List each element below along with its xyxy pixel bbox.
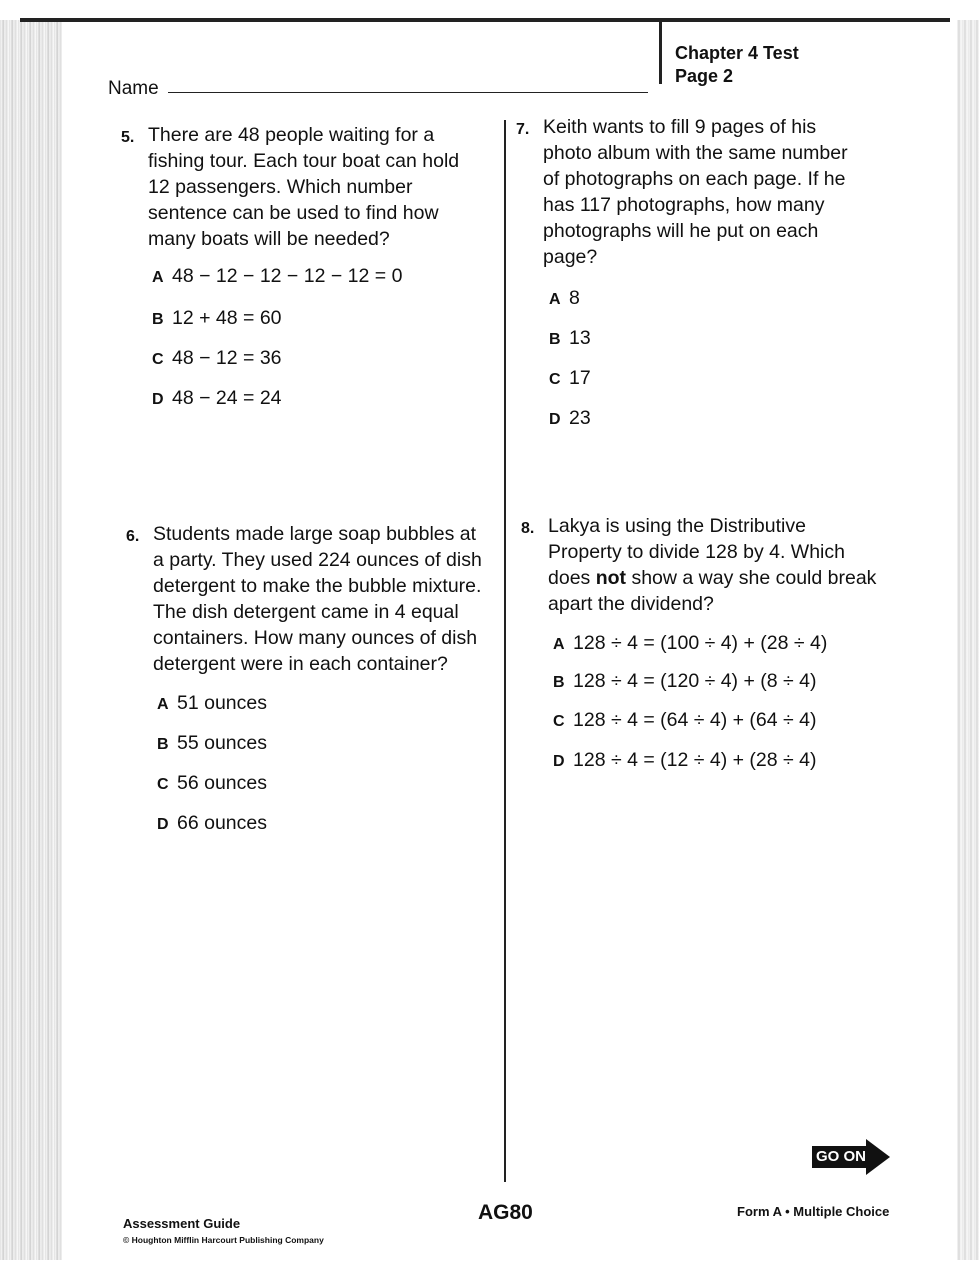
question-number: 7. (516, 121, 530, 138)
question-text: Students made large soap bubbles at a party. They used 224 ounces of dish detergent to make the bubble mixture. The dish detergent came in 4 equal containers. How many ounces of dish detergent were in each container? (153, 523, 482, 675)
choice-letter: B (157, 736, 169, 753)
answer-choice-6a[interactable] (157, 692, 267, 715)
choice-text: 48 − 12 − 12 − 12 − 12 = 0 (172, 265, 403, 287)
choice-letter: A (157, 696, 169, 713)
choice-letter: A (553, 636, 565, 653)
answer-choice-8d[interactable] (553, 749, 816, 772)
name-label: Name (108, 78, 159, 99)
answer-choice-5a[interactable] (152, 265, 402, 288)
choice-letter: C (553, 713, 565, 730)
choice-text: 48 − 24 = 24 (172, 387, 282, 409)
question-5 (121, 122, 478, 252)
answer-choice-8c[interactable] (553, 709, 816, 732)
footer-publication-title: Assessment Guide (123, 1216, 241, 1231)
choice-letter: C (152, 351, 164, 368)
chapter-title (675, 42, 799, 88)
choice-letter: B (152, 311, 164, 328)
choice-text: 128 ÷ 4 = (12 ÷ 4) + (28 ÷ 4) (573, 749, 817, 771)
question-emphasis: not (595, 567, 627, 589)
page-label: Page 2 (675, 66, 734, 86)
choice-text: 51 ounces (177, 692, 267, 714)
question-text (548, 513, 883, 617)
question-text-end: show a way she could break apart the dividend? (548, 567, 877, 615)
choice-letter: D (549, 411, 561, 428)
scan-edge-left (0, 20, 62, 1260)
answer-choice-8a[interactable] (553, 632, 827, 655)
choice-letter: C (549, 371, 561, 388)
choice-text: 128 ÷ 4 = (100 ÷ 4) + (28 ÷ 4) (573, 632, 828, 654)
choice-text: 128 ÷ 4 = (120 ÷ 4) + (8 ÷ 4) (573, 670, 817, 692)
question-text-start: Lakya is using the Distributive Property to divide 128 by 4. Which does (548, 515, 845, 589)
page-number: AG80 (478, 1201, 533, 1224)
chapter-title-line: Chapter 4 Test (675, 43, 799, 63)
choice-text: 55 ounces (177, 732, 267, 754)
answer-choice-6b[interactable] (157, 732, 267, 755)
answer-choice-7a[interactable] (549, 287, 580, 310)
choice-letter: D (553, 753, 565, 770)
choice-letter: B (549, 331, 561, 348)
answer-choice-5c[interactable] (152, 347, 282, 370)
question-number: 8. (521, 520, 535, 537)
answer-choice-5d[interactable] (152, 387, 282, 410)
answer-choice-7b[interactable] (549, 327, 591, 350)
top-rule (20, 18, 950, 22)
question-7 (516, 114, 863, 270)
choice-text: 23 (569, 407, 591, 429)
choice-text: 56 ounces (177, 772, 267, 794)
question-text: Keith wants to fill 9 pages of his photo album with the same number of photographs on each page. If he has 117 photographs, how many photographs will he put on each page? (543, 116, 848, 268)
choice-letter: A (152, 269, 164, 286)
column-divider (504, 120, 506, 1182)
footer-copyright: © Houghton Mifflin Harcourt Publishing Company (123, 1235, 324, 1245)
answer-choice-6d[interactable] (157, 812, 267, 835)
answer-choice-8b[interactable] (553, 670, 816, 693)
question-number: 6. (126, 528, 140, 545)
choice-text: 12 + 48 = 60 (172, 307, 282, 329)
answer-choice-5b[interactable] (152, 307, 282, 330)
choice-letter: D (152, 391, 164, 408)
name-input-line[interactable] (168, 92, 648, 93)
choice-text: 8 (569, 287, 580, 309)
question-text: There are 48 people waiting for a fishing tour. Each tour boat can hold 12 passengers. Which number sentence can be used to find how many boats will be needed? (148, 124, 460, 250)
header-divider (659, 22, 662, 84)
question-8 (521, 513, 883, 617)
question-6 (126, 521, 488, 677)
footer-form-label: Form A • Multiple Choice (737, 1204, 890, 1219)
choice-letter: B (553, 674, 565, 691)
go-on-label: GO ON (816, 1148, 867, 1165)
choice-text: 48 − 12 = 36 (172, 347, 282, 369)
choice-letter: D (157, 816, 169, 833)
question-number: 5. (121, 129, 135, 146)
answer-choice-7d[interactable] (549, 407, 591, 430)
choice-text: 17 (569, 367, 591, 389)
arrow-right-icon (866, 1139, 890, 1175)
choice-letter: C (157, 776, 169, 793)
choice-letter: A (549, 291, 561, 308)
answer-choice-7c[interactable] (549, 367, 591, 390)
choice-text: 128 ÷ 4 = (64 ÷ 4) + (64 ÷ 4) (573, 709, 817, 731)
scan-edge-right (957, 20, 979, 1260)
choice-text: 13 (569, 327, 591, 349)
choice-text: 66 ounces (177, 812, 267, 834)
answer-choice-6c[interactable] (157, 772, 267, 795)
go-on-indicator (812, 1139, 890, 1175)
